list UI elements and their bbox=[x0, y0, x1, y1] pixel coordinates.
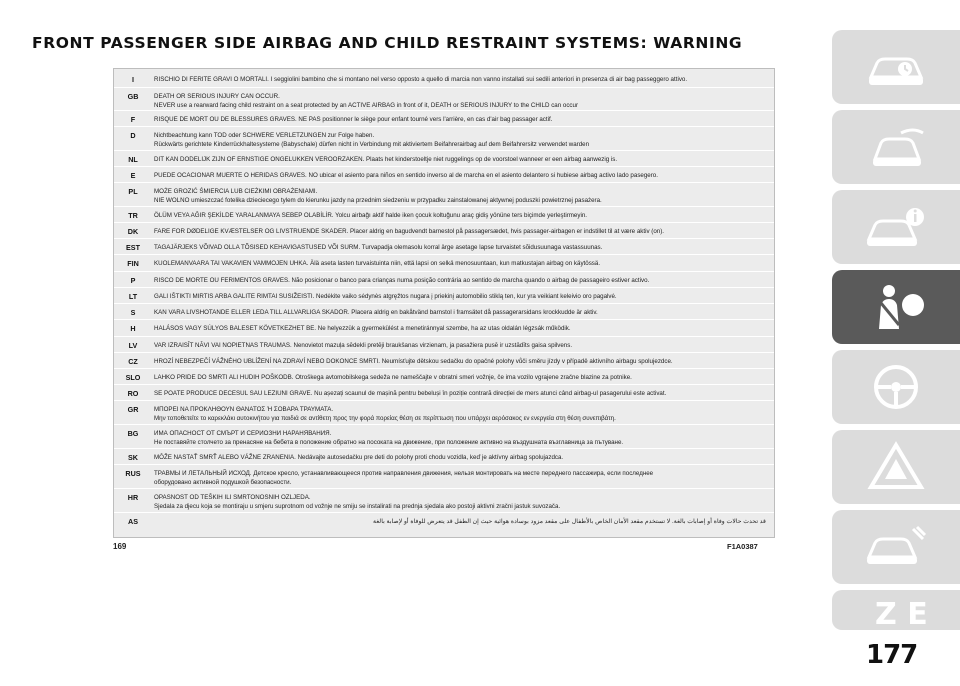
svg-text:Z E: Z E bbox=[875, 597, 928, 632]
tab-emergency[interactable] bbox=[832, 430, 960, 504]
warning-row bbox=[114, 488, 774, 512]
warning-text-line: Sjedala za djecu koja se montiraju u smjeru suprotnom od vožnje ne smiju se instalirati na prednja sjedala ako postoji aktivni zračni jastuk suvozača. bbox=[154, 503, 561, 511]
warning-row bbox=[114, 271, 774, 287]
warning-text bbox=[154, 405, 766, 423]
warning-text-line: Не поставяйте столчето за пренасяне на бебета в положение обратно на посоката на движение, при положение активно на въздушната възглавница за пътуване. bbox=[154, 439, 624, 447]
warning-text bbox=[154, 171, 766, 180]
language-code: I bbox=[132, 75, 134, 84]
warning-text-line: TAGAJÄRJEKS VÕIVAD OLLA TÕSISED KEHAVIGASTUSED VÕI SURM. Turvapadja olemasolu korral ärge asetage lapse turvaistet sõidusuunaga vastassuunas. bbox=[154, 244, 603, 251]
warning-row bbox=[114, 319, 774, 336]
page-number: 177 bbox=[866, 640, 918, 670]
language-code: EST bbox=[126, 243, 140, 252]
warning-text bbox=[154, 341, 766, 350]
language-code: SLO bbox=[125, 373, 141, 382]
technical-data-icon bbox=[861, 582, 931, 638]
warning-text-line: قد تحدث حالات وفاة أو إصابات بالغة. لا تستخدم مقعد الأمان الخاص بالأطفال على مقعد مزود بوسادة هوائية حيث إن الطفل قد يتعرض للوفاة أو لإصابة بالغة bbox=[373, 518, 766, 525]
warning-triangle-icon bbox=[861, 439, 931, 495]
warning-text-line: NIE WOLNO umieszczać fotelika dzieciecego tylem do kierunku jazdy na przednim siedzeniu w przypadku zainstalowanej aktywnej poduszki powietrznej pasażera. bbox=[154, 197, 602, 205]
warning-text-line: Μην τοποθετείτε το καρεκλάκι αυτοκινήτου για παιδιά σε αντίθετη προς την φορά πορείας θέση σε περίπτωση που υπάρχει αερόσακος εν ενεργεία στη θέση συνεπιβάτη. bbox=[154, 415, 616, 423]
language-code: H bbox=[130, 324, 136, 333]
warning-text-line: KAN VARA LIVSHOTANDE ELLER LEDA TILL ALLVARLIGA SKADOR. Placera aldrig en bakåtvänd barnstol i framsätet då passagerarsidans krockkudde är aktiv. bbox=[154, 309, 598, 316]
warning-text bbox=[154, 517, 766, 526]
language-code: RO bbox=[127, 389, 139, 398]
figure-number: 169 bbox=[113, 542, 127, 551]
warning-text-line: KUOLEMANVAARA TAI VAKAVIEN VAMMOJEN UHKA. Älä aseta lasten turvaistuinta niin, että lapsi on selkä menosuuntaan, kun matkustajan airbag on käytössä. bbox=[154, 260, 601, 267]
tab-technical[interactable] bbox=[832, 590, 960, 630]
warning-text-line: LAHKO PRIDE DO SMRTI ALI HUDIH POŠKODB. Otroškega avtomobilskega sedeža ne nameščajte v obratni smeri vožnje, če ima vozilo vgrajene zračne blazine za potnike. bbox=[154, 374, 632, 381]
warning-row bbox=[114, 238, 774, 254]
warning-text bbox=[154, 429, 766, 447]
warning-row bbox=[114, 206, 774, 222]
warning-text bbox=[154, 389, 766, 398]
language-code: GR bbox=[127, 405, 139, 414]
language-code: F bbox=[130, 115, 136, 124]
language-code: LT bbox=[128, 292, 138, 301]
warning-text-line: FARE FOR DØDELIGE KVÆSTELSER OG LIVSTRUENDE SKADER. Placer aldrig en bagudvendt barnestol på passagersædet, hvis passager-airbagen er indstillet til at være aktiv (on). bbox=[154, 228, 664, 235]
tab-service[interactable] bbox=[832, 510, 960, 584]
warning-text-line: VAR IZRAISĪT NĀVI VAI NOPIETNAS TRAUMAS. Nenovietot mazuļa sēdekli pretēji braukšanas virzienam, ja pasažiera pusē ir uzstādīts gaisa spilvens. bbox=[154, 342, 573, 349]
warning-text bbox=[154, 276, 766, 285]
warning-row bbox=[114, 222, 774, 238]
warning-text bbox=[154, 115, 766, 124]
tab-lights[interactable] bbox=[832, 110, 960, 184]
figure-code: F1A0387 bbox=[727, 542, 758, 551]
warning-text bbox=[154, 75, 766, 84]
warning-text-line: DEATH OR SERIOUS INJURY CAN OCCUR. bbox=[154, 93, 280, 100]
warning-row bbox=[114, 254, 774, 271]
warning-row bbox=[114, 126, 774, 150]
warning-row bbox=[114, 464, 774, 488]
language-code: AS bbox=[128, 517, 138, 526]
warning-text bbox=[154, 469, 766, 487]
language-code: LV bbox=[128, 341, 138, 350]
warning-text bbox=[154, 292, 766, 301]
warning-text-line: Rückwärts gerichtete Kinderrückhaltesysteme (Babyschale) dürfen nicht in Verbindung mit aktiviertem Beifahrerairbag auf dem Beifahrersitz verwendet warden bbox=[154, 141, 590, 149]
language-code: E bbox=[130, 171, 136, 180]
warning-text-line: ТРАВМЫ И ЛЕТАЛЬНЫЙ ИСХОД. Детское кресло, устанавливающееся против направления движения, нельзя монтировать на месте переднего пассажира, если последнее bbox=[154, 470, 654, 477]
language-code: GB bbox=[127, 92, 139, 101]
warning-text-line: RISQUE DE MORT OU DE BLESSURES GRAVES. NE PAS positionner le siège pour enfant tourné vers l'arrière, en cas d'air bag passager actif. bbox=[154, 116, 553, 123]
warning-row bbox=[114, 71, 774, 87]
warning-row bbox=[114, 352, 774, 368]
warning-text-line: GALI IŠTIKTI MIRTIS ARBA GALITE RIMTAI SUSIŽEISTI. Nedėkite vaiko sėdynės atgręžtos nugara į priekinį automobilio stiklą ten, kur yra veikiant keleivio oro pagalvė. bbox=[154, 293, 617, 300]
warning-row bbox=[114, 287, 774, 303]
warning-text bbox=[154, 373, 766, 382]
warning-text bbox=[154, 243, 766, 252]
warning-text bbox=[154, 155, 766, 164]
language-code: P bbox=[130, 276, 136, 285]
warning-text bbox=[154, 357, 766, 366]
warning-row bbox=[114, 303, 774, 319]
warning-text-line: RISCO DE MORTE OU FERIMENTOS GRAVES. Não posicionar o banco para crianças numa posição contrária ao sentido de marcha quando o airbag de passageiro estiver activo. bbox=[154, 277, 650, 284]
warning-row bbox=[114, 150, 774, 166]
language-code: RUS bbox=[125, 469, 141, 478]
language-code: NL bbox=[128, 155, 138, 164]
warning-text bbox=[154, 131, 766, 149]
warning-row bbox=[114, 166, 774, 182]
warning-row bbox=[114, 110, 774, 126]
language-code: FIN bbox=[127, 259, 139, 268]
car-service-icon bbox=[861, 519, 931, 575]
language-code: BG bbox=[127, 429, 139, 438]
warning-row bbox=[114, 448, 774, 464]
warning-text-line: MÔŽE NASTAŤ SMRŤ ALEBO VÁŽNE ZRANENIA. Nedávajte autosedačku pre deti do polohy proti chodu vozidla, keď je aktívny airbag spolujazdca. bbox=[154, 454, 564, 461]
warning-text bbox=[154, 187, 766, 205]
warning-text-line: ÖLÜM VEYA AĞIR ŞEKİLDE YARALANMAYA SEBEP OLABİLİR. Yolcu airbağı aktif halde iken çocuk koltuğunu araç gidiş yönüne ters biçimde yerleştirmeyin. bbox=[154, 212, 587, 219]
warning-text bbox=[154, 453, 766, 462]
warning-text bbox=[154, 493, 766, 511]
language-code: TR bbox=[128, 211, 138, 220]
warning-row bbox=[114, 400, 774, 424]
warning-text bbox=[154, 211, 766, 220]
tab-dashboard[interactable] bbox=[832, 30, 960, 104]
warning-text bbox=[154, 259, 766, 268]
warning-text-line: SE POATE PRODUCE DECESUL SAU LEZIUNI GRAVE. Nu așezați scaunul de mașină pentru bebeluși în poziție contrară direcției de mers atunci când airbag-ul pasagerului este activat. bbox=[154, 390, 667, 397]
warning-text-line: HALÁSOS VAGY SÚLYOS BALESET KÖVETKEZHET BE. Ne helyezzük a gyermekülést a menetiránnyal szembe, ha az utas oldalán légzsák működik. bbox=[154, 325, 571, 332]
car-dashboard-icon bbox=[861, 39, 931, 95]
warning-text-line: PUEDE OCACIONAR MUERTE O HERIDAS GRAVES. NO ubicar el asiento para niños en sentido inverso al de marcha en el asiento delantero si hubiese airbag activo lado pasegero. bbox=[154, 172, 658, 179]
car-lights-icon bbox=[861, 119, 931, 175]
warning-table bbox=[113, 68, 775, 538]
warning-text-line: OPASNOST OD TEŠKIH ILI SMRTONOSNIH OZLJEDA. bbox=[154, 494, 311, 501]
warning-row bbox=[114, 384, 774, 400]
warning-text bbox=[154, 324, 766, 333]
tab-driving[interactable] bbox=[832, 350, 960, 424]
language-code: D bbox=[130, 131, 136, 140]
car-info-icon bbox=[861, 199, 931, 255]
warning-text bbox=[154, 92, 766, 110]
warning-text-line: оборудовано активной подушкой безопасности. bbox=[154, 479, 292, 487]
warning-row bbox=[114, 424, 774, 448]
warning-row bbox=[114, 182, 774, 206]
warning-text-line: ИМА ОПАСНОСТ ОТ СМЪРТ И СЕРИОЗНИ НАРАНЯВАНИЯ. bbox=[154, 430, 332, 437]
language-code: S bbox=[130, 308, 136, 317]
warning-text-line: HROZÍ NEBEZPEČÍ VÁŽNÉHO UBLÍŽENÍ NA ZDRAVÍ NEBO DOKONCE SMRTI. Neumísťujte dětskou sedačku do opačné polohy vůči směru jízdy v případě aktivního airbagu spolujezdce. bbox=[154, 358, 673, 365]
seatbelt-airbag-icon bbox=[861, 279, 931, 335]
warning-text-line: DIT KAN DODELIJK ZIJN OF ERNSTIGE ONGELUKKEN VEROORZAKEN. Plaats het kinderstoeltje niet ruggelings op de voorstoel wanneer er een airbag aanwezig is. bbox=[154, 156, 618, 163]
warning-text bbox=[154, 227, 766, 236]
language-code: PL bbox=[128, 187, 138, 196]
warning-row bbox=[114, 512, 774, 537]
chapter-tabs bbox=[832, 30, 960, 630]
warning-text-line: Nichtbeachtung kann TOD oder SCHWERE VERLETZUNGEN zur Folge haben. bbox=[154, 132, 375, 139]
language-code: SK bbox=[128, 453, 138, 462]
language-code: DK bbox=[127, 227, 139, 236]
language-code: CZ bbox=[128, 357, 138, 366]
warning-text-line: RISCHIO DI FERITE GRAVI O MORTALI. I seggiolini bambino che si montano nel verso opposto a quello di marcia non vanno installati sui sedili anteriori in presenza di air bag passeggero attivo. bbox=[154, 76, 688, 83]
tab-safety[interactable] bbox=[832, 270, 960, 344]
steering-wheel-icon bbox=[861, 359, 931, 415]
warning-row bbox=[114, 336, 774, 352]
language-code: HR bbox=[127, 493, 139, 502]
page-title: FRONT PASSENGER SIDE AIRBAG AND CHILD RESTRAINT SYSTEMS: WARNING bbox=[32, 34, 743, 52]
warning-row bbox=[114, 87, 774, 110]
warning-row bbox=[114, 368, 774, 384]
warning-text-line: NEVER use a rearward facing child restraint on a seat protected by an ACTIVE AIRBAG in front of it, DEATH or SERIOUS INJURY to the CHILD can occur bbox=[154, 102, 579, 110]
warning-text-line: ΜΠΟΡΕΙ ΝΑ ΠΡΟΚΛΗΘΟΥΝ ΘΑΝΑΤΟΣ Ή ΣΟΒΑΡΑ ΤΡΑΥΜΑΤΑ. bbox=[154, 406, 334, 413]
tab-info[interactable] bbox=[832, 190, 960, 264]
warning-text bbox=[154, 308, 766, 317]
warning-text-line: MOŻE GROZIĆ ŚMIERCIA LUB CIEŻKIMI OBRAŻENIAMI. bbox=[154, 188, 318, 195]
